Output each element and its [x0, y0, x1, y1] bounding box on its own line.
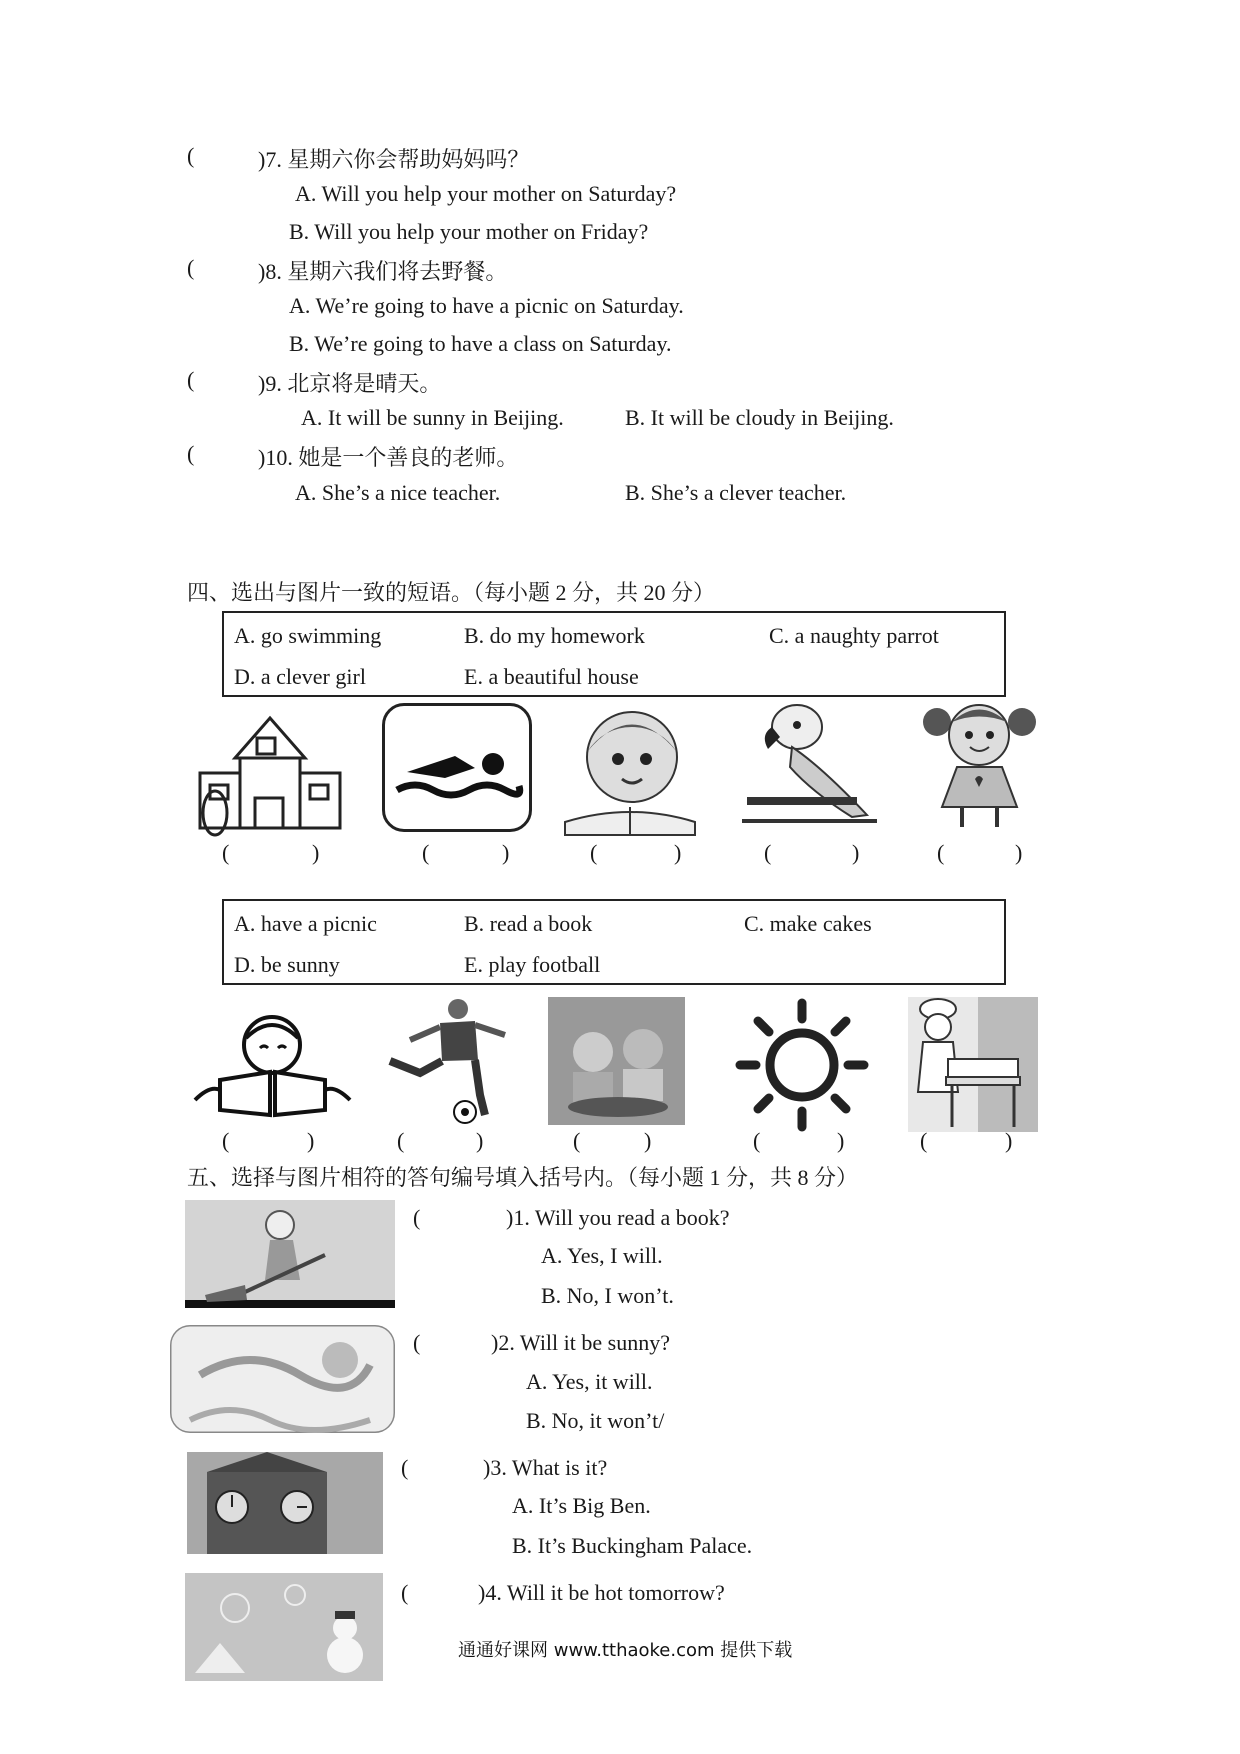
parrot-picture [742, 697, 877, 825]
answer-paren-open[interactable]: ( [187, 367, 195, 392]
answer-paren-close: ) [852, 840, 860, 865]
option-a: A. It’s Big Ben. [512, 1493, 651, 1518]
answer-paren-close: ) [644, 1128, 652, 1153]
picnic-picture [548, 997, 685, 1125]
option-a: A. Will you help your mother on Saturday? [295, 181, 677, 206]
phrase-box-1 [222, 611, 1006, 697]
option-b: B. No, it won’t/ [526, 1408, 665, 1433]
answer-paren-open[interactable]: ( [590, 840, 598, 865]
option-a: A. It will be sunny in Beijing. [301, 405, 564, 430]
phrase-option: B. read a book [464, 911, 593, 936]
phrase-option: A. have a picnic [234, 911, 377, 936]
answer-paren-close: ) [312, 840, 320, 865]
answer-paren-open[interactable]: ( [413, 1205, 421, 1230]
answer-paren-open[interactable]: ( [753, 1128, 761, 1153]
option-a: A. We’re going to have a picnic on Saturday. [289, 293, 684, 318]
option-a: A. She’s a nice teacher. [295, 480, 501, 505]
answer-paren-open[interactable]: ( [764, 840, 772, 865]
answer-paren-open[interactable]: ( [401, 1580, 409, 1605]
phrase-option: A. go swimming [234, 623, 382, 648]
option-a: A. Yes, I will. [541, 1243, 663, 1268]
answer-paren-open[interactable]: ( [413, 1330, 421, 1355]
girl-sweeping-picture [185, 1200, 395, 1308]
option-a: A. Yes, it will. [526, 1369, 653, 1394]
answer-paren-close: ) [476, 1128, 484, 1153]
answer-paren-open[interactable]: ( [187, 143, 195, 168]
swimming-icon [382, 703, 532, 832]
snowman-picture [185, 1573, 383, 1681]
question-text: )1. Will you read a book? [506, 1205, 730, 1230]
house-picture [195, 703, 345, 838]
answer-paren-open[interactable]: ( [397, 1128, 405, 1153]
option-b: B. It will be cloudy in Beijing. [625, 405, 894, 430]
phrase-box-2 [222, 899, 1006, 985]
option-b: B. Will you help your mother on Friday? [289, 219, 649, 244]
answer-paren-open[interactable]: ( [187, 255, 195, 280]
option-b: B. It’s Buckingham Palace. [512, 1533, 753, 1558]
option-b: B. We’re going to have a class on Saturday. [289, 331, 672, 356]
answer-paren-open[interactable]: ( [573, 1128, 581, 1153]
big-ben-picture [187, 1452, 383, 1554]
clever-girl-picture [912, 697, 1047, 832]
boy-reading-picture [190, 1010, 355, 1120]
phrase-option: D. be sunny [234, 952, 340, 977]
windy-scene-picture [170, 1325, 395, 1433]
option-b: B. She’s a clever teacher. [625, 480, 847, 505]
answer-paren-open[interactable]: ( [920, 1128, 928, 1153]
question-text: )4. Will it be hot tomorrow? [478, 1580, 725, 1605]
question-text: )2. Will it be sunny? [491, 1330, 670, 1355]
answer-paren-open[interactable]: ( [187, 441, 195, 466]
phrase-option: C. a naughty parrot [769, 623, 939, 648]
answer-paren-open[interactable]: ( [422, 840, 430, 865]
section4-heading: 四、选出与图片一致的短语。（每小题 2 分，共 20 分） [187, 580, 716, 605]
answer-paren-close: ) [1015, 840, 1023, 865]
sun-icon [728, 997, 876, 1132]
answer-paren-close: ) [674, 840, 682, 865]
phrase-option: B. do my homework [464, 623, 645, 648]
answer-paren-close: ) [837, 1128, 845, 1153]
phrase-option: D. a clever girl [234, 664, 366, 689]
question-text: )10. 她是一个善良的老师。 [258, 445, 519, 470]
answer-paren-open[interactable]: ( [937, 840, 945, 865]
girl-reading-picture [560, 697, 700, 837]
question-text: )3. What is it? [483, 1455, 608, 1480]
phrase-option: C. make cakes [744, 911, 872, 936]
answer-paren-open[interactable]: ( [222, 840, 230, 865]
answer-paren-open[interactable]: ( [401, 1455, 409, 1480]
phrase-option: E. a beautiful house [464, 664, 639, 689]
answer-paren-open[interactable]: ( [222, 1128, 230, 1153]
phrase-option: E. play football [464, 952, 601, 977]
question-text: )8. 星期六我们将去野餐。 [258, 259, 508, 284]
answer-paren-close: ) [502, 840, 510, 865]
option-b: B. No, I won’t. [541, 1283, 674, 1308]
question-text: )9. 北京将是晴天。 [258, 371, 442, 396]
answer-paren-close: ) [1005, 1128, 1013, 1153]
football-player-picture [380, 995, 520, 1125]
chef-cake-picture [908, 997, 1038, 1132]
section5-heading: 五、选择与图片相符的答句编号填入括号内。（每小题 1 分，共 8 分） [187, 1165, 859, 1190]
question-text: )7. 星期六你会帮助妈妈吗？ [258, 147, 530, 172]
footer-watermark: 通通好课网 www.tthaoke.com 提供下载 [458, 1640, 793, 1661]
answer-paren-close: ) [307, 1128, 315, 1153]
